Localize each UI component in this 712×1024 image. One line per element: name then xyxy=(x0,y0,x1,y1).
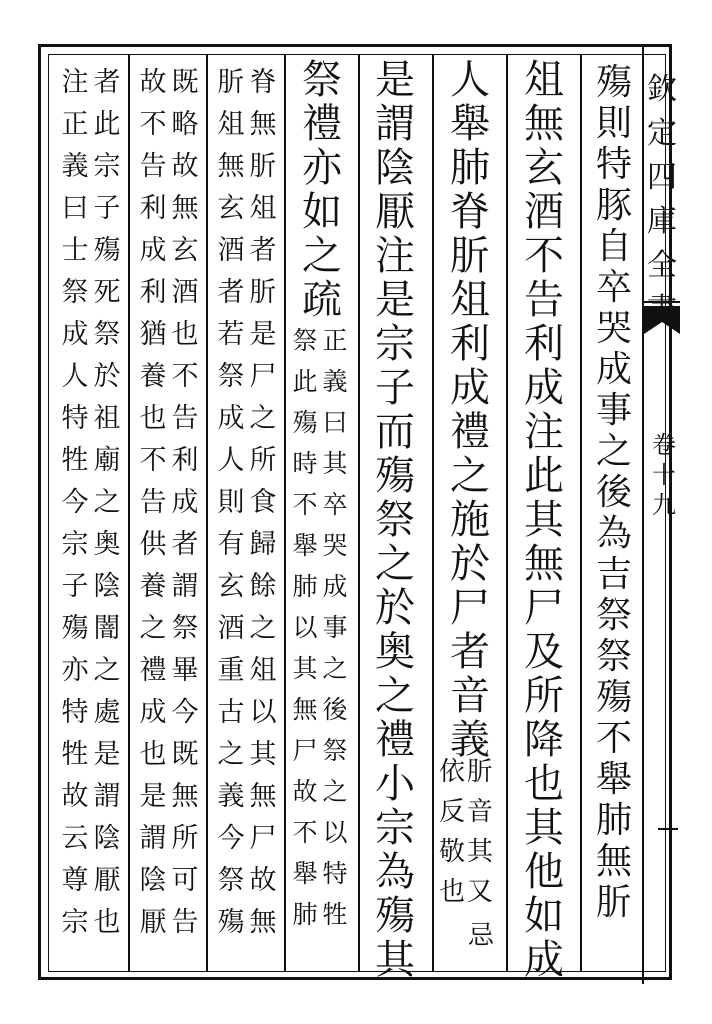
commentary-left: 故不告利成利猶養也不告供養之禮成也是謂陰厭 xyxy=(139,67,167,938)
column-rule xyxy=(206,54,208,972)
commentary-left: 祭此殤時不舉肺以其無尸故不舉肺 xyxy=(292,326,318,929)
inline-note-extra: 忌 xyxy=(467,921,494,951)
text-column-5: 祭禮亦如之疏 xyxy=(302,57,342,323)
inline-note-right: 肵音其又 xyxy=(466,757,493,907)
margin-tick xyxy=(658,828,678,830)
column-rule xyxy=(432,54,434,972)
commentary-split-8 xyxy=(58,62,121,972)
text-column-4: 是謂陰厭注是宗子而殤祭之於奥之禮小宗為殤其 xyxy=(375,57,415,983)
text-column-3: 人舉肺脊肵俎利成禮之施於尸者音義 xyxy=(450,57,490,763)
commentary-right: 正義曰其卒哭成事之後祭之以特牲 xyxy=(322,326,348,929)
commentary-left: 注正義曰士祭成人特牲今宗子殤亦特牲故云尊宗 xyxy=(61,67,89,938)
column-rule xyxy=(580,54,582,972)
commentary-right: 既略故無玄酒也不告利成者謂祭畢今既無所可告 xyxy=(171,67,199,938)
column-rule xyxy=(128,54,130,972)
margin-book-title: 欽定四庫全 xyxy=(647,72,677,283)
inline-note-left: 依反敬也 xyxy=(438,757,465,907)
column-rule xyxy=(358,54,360,972)
commentary-split-5 xyxy=(288,320,348,970)
commentary-left: 肵俎無玄酒者若祭成人則有玄酒重古之義今祭殤 xyxy=(217,67,245,938)
margin-volume-number: 卷十九 xyxy=(652,431,676,519)
commentary-right: 者此宗子殤死祭於祖廟之奥陰闇之處是謂陰厭也 xyxy=(93,67,121,938)
column-rule xyxy=(284,54,286,972)
commentary-split-7 xyxy=(134,62,199,972)
text-column-1: 殤則特豚自卒哭成事之後為吉祭祭殤不舉肺無肵 xyxy=(595,62,632,923)
commentary-right: 脊無肵俎者肵是尸之所食歸餘之俎以其無尸故無 xyxy=(249,67,277,938)
commentary-split-6 xyxy=(212,62,277,972)
margin-rule xyxy=(642,44,644,984)
text-column-2: 俎無玄酒不告利成注此其無尸及所降也其他如成 xyxy=(524,57,564,983)
fishtail-mark-icon xyxy=(644,300,680,340)
column-rule xyxy=(506,54,508,972)
